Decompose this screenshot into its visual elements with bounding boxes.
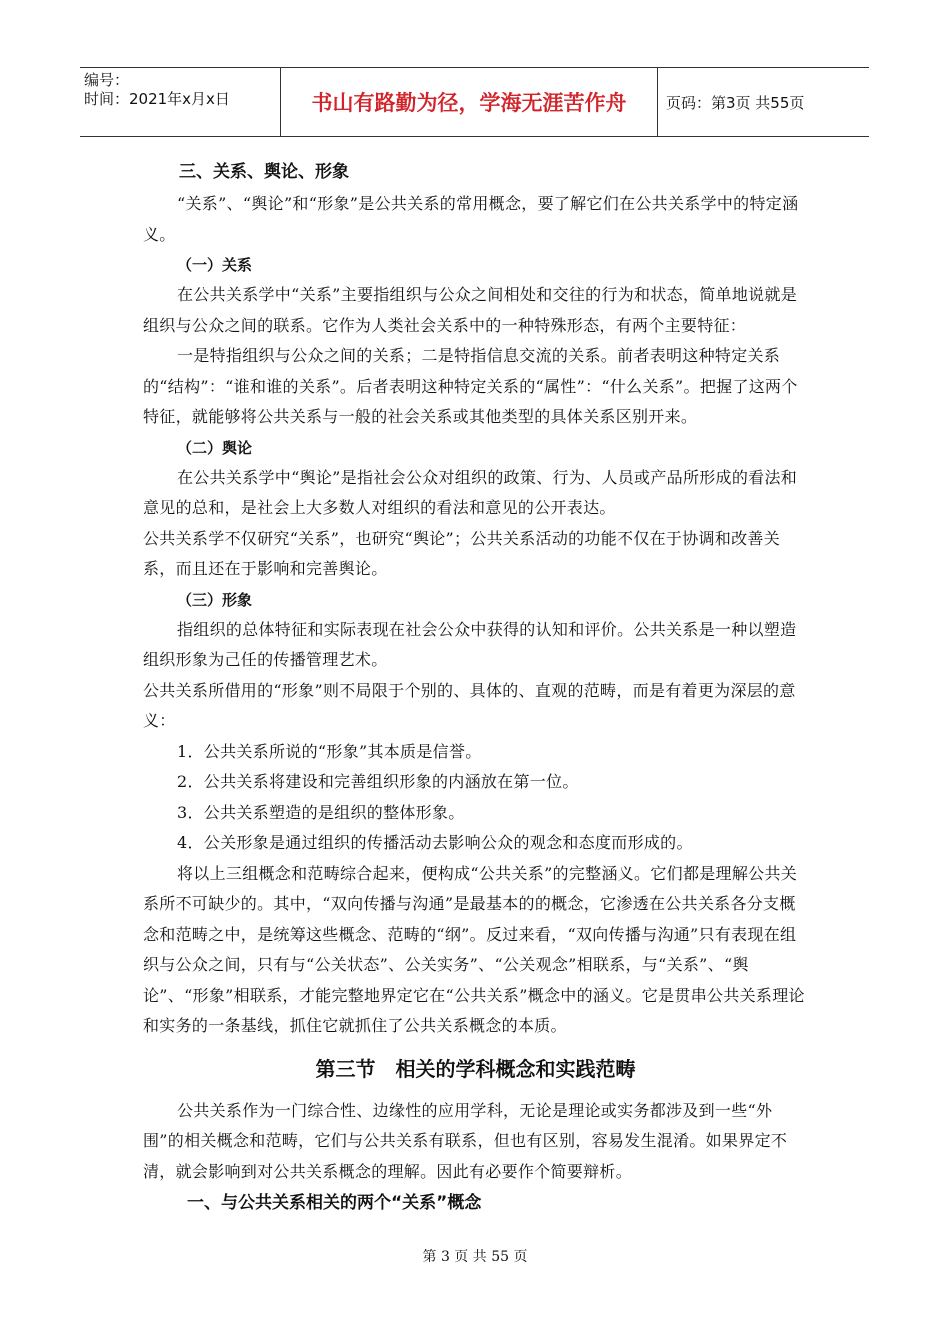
document-body (143, 155, 808, 1219)
header-page-info: 页码：第3页 共55页 (666, 93, 805, 112)
list-item: 4．公关形象是通过组织的传播活动去影响公众的观念和态度而形成的。 (177, 833, 693, 852)
subheading-image: （三）形象 (177, 590, 253, 609)
section-title: 第三节 相关的学科概念和实践范畴 (315, 1056, 636, 1081)
header-motto: 书山有路勤为径，学海无涯苦作舟 (311, 91, 627, 115)
image-meaning-list (177, 737, 808, 859)
header-motto-cell (280, 68, 658, 136)
section-subheading-1: 一、与公共关系相关的两个“关系”概念 (187, 1193, 482, 1213)
image-paragraph-2: 公共关系所借用的“形象”则不局限于个别的、具体的、直观的范畴，而是有着更为深层的意义： (143, 680, 796, 730)
document-number-label: 编号： (84, 71, 130, 89)
document-time-label: 时间：2021年x月x日 (84, 90, 230, 108)
intro-paragraph: “关系”、“舆论”和“形象”是公共关系的常用概念，要了解它们在公共关系学中的特定涵义。 (143, 194, 799, 244)
opinion-paragraph-1: 在公共关系学中“舆论”是指社会公众对组织的政策、行为、人员或产品所形成的看法和意见的总和，是社会上大多数人对组织的看法和意见的公开表达。 (143, 467, 798, 517)
heading-relationship-opinion-image: 三、关系、舆论、形象 (179, 162, 349, 182)
subheading-relationship: （一）关系 (177, 256, 253, 274)
section-paragraph-1: 公共关系作为一门综合性、边缘性的应用学科，无论是理论或实务都涉及到一些“外围”的相关概念和范畴，它们与公共关系有联系，但也有区别，容易发生混淆。如果界定不清，就会影响到对公共关系概念的理解。因此有必要作个简要辩析。 (143, 1100, 788, 1181)
list-item: 1．公共关系所说的“形象”其本质是信誉。 (177, 741, 482, 761)
summary-paragraph: 将以上三组概念和范畴综合起来，便构成“公共关系”的完整涵义。它们都是理解公共关系所不可缺少的。其中，“双向传播与沟通”是最基本的的概念，它渗透在公共关系各分支概念和范畴之中，是统筹这些概念、范畴的“纲”。反过来看，“双向传播与沟通”只有表现在组织与公众之间，只有与“公关状态”、公关实务”、“公关观念”相联系，与“关系”、“舆论”、“形象”相联系，才能完整地界定它在“公共关系”概念中的涵义。它是贯串公共关系理论和实务的一条基线，抓住它就抓住了公共关系概念的本质。 (143, 863, 805, 1035)
relationship-paragraph-1: 在公共关系学中“关系”主要指组织与公众之间相处和交往的行为和状态，简单地说就是组织与公众之间的联系。它作为人类社会关系中的一种特殊形态，有两个主要特征： (143, 285, 798, 335)
relationship-paragraph-2: 一是特指组织与公众之间的关系；二是特指信息交流的关系。前者表明这种特定关系的“结构”：“谁和谁的关系”。后者表明这种特定关系的“属性”：“什么关系”。把握了这两个特征，就能够将公共关系与一般的社会关系或其他类型的具体关系区别开来。 (143, 346, 798, 426)
subheading-opinion: （二）舆论 (177, 438, 253, 457)
image-paragraph-1: 指组织的总体特征和实际表现在社会公众中获得的认知和评价。公共关系是一种以塑造组织形象为己任的传播管理艺术。 (143, 619, 797, 669)
list-item: 3．公共关系塑造的是组织的整体形象。 (177, 802, 465, 822)
opinion-paragraph-2: 公共关系学不仅研究“关系”，也研究“舆论”；公共关系活动的功能不仅在于协调和改善关系，而且还在于影响和完善舆论。 (143, 528, 781, 578)
page-header (80, 67, 869, 137)
list-item: 2．公共关系将建设和完善组织形象的内涵放在第一位。 (177, 772, 579, 791)
header-meta (80, 68, 280, 136)
page-footer: 第 3 页 共 55 页 (422, 1249, 528, 1265)
